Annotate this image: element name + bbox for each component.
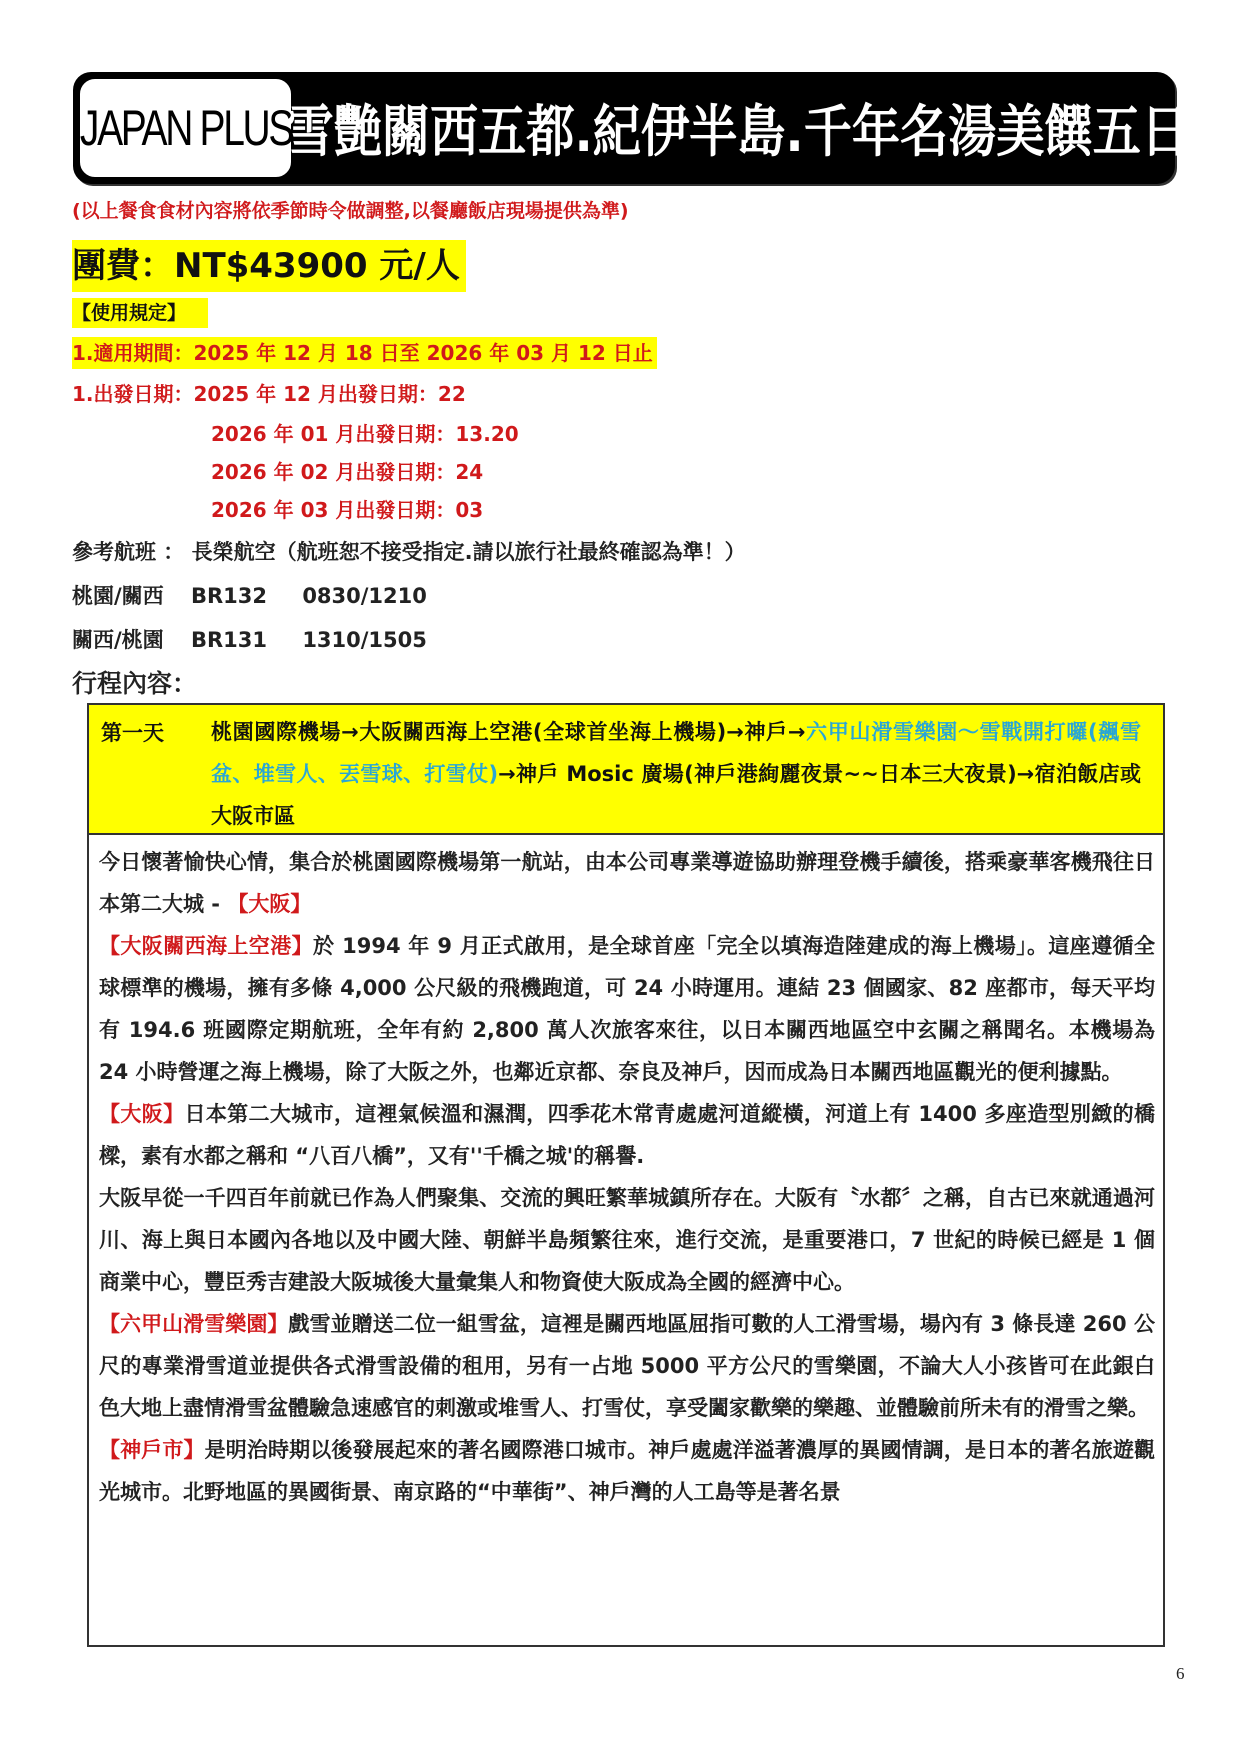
paragraph-text: 日本第二大城市，這裡氣候溫和濕潤，四季花木常青處處河道縱橫，河道上有 1400 多座造型別緻的橋樑，素有水都之稱和 “八百八橋”，又有''千橋之城'的稱譽. bbox=[99, 1102, 1156, 1168]
flight-route: 關西/桃園 bbox=[72, 628, 164, 652]
place-tag: 【大阪】 bbox=[99, 1102, 185, 1126]
place-tag: 【大阪】 bbox=[227, 892, 312, 916]
tour-title: 雪艷關西五都.紀伊半島.千年名湯美饌五日 bbox=[285, 100, 1189, 165]
flight-number: BR131 bbox=[190, 628, 267, 652]
flight-route: 桃園/關西 bbox=[72, 584, 164, 608]
paragraph-text: 於 1994 年 9 月正式啟用，是全球首座「完全以填海造陸建成的海上機場」。這座遵循全球標準的機場，擁有多條 4,000 公尺級的飛機跑道，可 24 小時運用。連結 23 個國家、82 座都市，每天平均有 194.6 班國際定期航班，全年有約 2,800 萬人次旅客來往，以日本關西地區空中玄關之稱聞名。本機場為 24 小時營運之海上機場，除了大阪之外，也鄰近京都、奈良及神戶，因而成為日本關西地區觀光的便利據點。 bbox=[99, 934, 1155, 1084]
departure-line: 2026 年 02 月出發日期：24 bbox=[211, 460, 484, 484]
brand-name: JAPAN PLUS bbox=[79, 100, 292, 156]
place-tag: 【大阪關西海上空港】 bbox=[99, 934, 313, 958]
page-number: 6 bbox=[1176, 1664, 1185, 1683]
meal-note: (以上餐食食材內容將依季節時令做調整,以餐廳飯店現場提供為準) bbox=[72, 200, 629, 222]
day-label: 第一天 bbox=[101, 721, 164, 745]
departure-line: 1.出發日期：2025 年 12 月出發日期：22 bbox=[72, 382, 466, 406]
rules-heading: 【使用規定】 bbox=[72, 298, 208, 328]
departure-line: 2026 年 03 月出發日期：03 bbox=[211, 498, 484, 522]
day1-description bbox=[99, 841, 1155, 1513]
paragraph bbox=[99, 1093, 1155, 1177]
flight-inbound bbox=[72, 624, 427, 654]
valid-period: 1.適用期間：2025 年 12 月 18 日至 2026 年 03 月 12 日止 bbox=[72, 337, 657, 369]
flight-reference: 參考航班 ： 長榮航空（航班恕不接受指定.請以旅行社最終確認為準！） bbox=[72, 540, 746, 564]
flight-time: 0830/1210 bbox=[302, 584, 427, 608]
route-part: →神戶 Mosic 廣場(神戶港絢麗夜景~~日本三大夜景)→宿泊飯店或大阪市區 bbox=[211, 762, 1141, 828]
flight-number: BR132 bbox=[190, 584, 267, 608]
place-tag: 【神戶市】 bbox=[99, 1438, 205, 1462]
place-tag: 【六甲山滑雪樂園】 bbox=[99, 1312, 289, 1336]
tour-price: 團費：NT$43900 元/人 bbox=[72, 240, 466, 292]
day1-header bbox=[89, 705, 1163, 835]
day1-table bbox=[87, 703, 1165, 1647]
paragraph bbox=[99, 925, 1155, 1093]
paragraph-text: 是明治時期以後發展起來的著名國際港口城市。神戶處處洋溢著濃厚的異國情調，是日本的著名旅遊觀光城市。北野地區的異國街景、南京路的“中華街”、神戶灣的人工島等是著名景 bbox=[99, 1438, 1156, 1504]
paragraph bbox=[99, 1303, 1155, 1429]
route-part: 桃園國際機場→大阪關西海上空港(全球首坐海上機場)→神戶→ bbox=[211, 720, 806, 744]
tour-title-container bbox=[285, 76, 1189, 180]
flight-outbound bbox=[72, 580, 427, 610]
paragraph: 大阪早從一千四百年前就已作為人們聚集、交流的興旺繁華城鎮所存在。大阪有〝水都〞之稱，自古已來就通過河川、海上與日本國內各地以及中國大陸、朝鮮半島頻繁往來，進行交流，是重要港口，7 世紀的時候已經是 1 個商業中心，豐臣秀吉建設大阪城後大量彙集人和物資使大阪成為全國的經濟中心。 bbox=[99, 1186, 1155, 1294]
itinerary-heading: 行程內容： bbox=[72, 669, 198, 698]
intro-text: 今日懷著愉快心情，集合於桃園國際機場第一航站，由本公司專業導遊協助辦理登機手續後，搭乘豪華客機飛往日本第二大城 - bbox=[99, 850, 1155, 916]
paragraph-text: 戲雪並贈送二位一組雪盆，這裡是關西地區屈指可數的人工滑雪場，場內有 3 條長達 260 公尺的專業滑雪道並提供各式滑雪設備的租用，另有一占地 5000 平方公尺的雪樂園，不論大人小孩皆可在此銀白色大地上盡情滑雪盆體驗急速感官的刺激或堆雪人、打雪仗，享受闔家歡樂的樂趣、並體驗前所未有的滑雪之樂。 bbox=[99, 1312, 1155, 1420]
day-route bbox=[211, 711, 1141, 837]
departure-line: 2026 年 01 月出發日期：13.20 bbox=[211, 422, 519, 446]
flight-time: 1310/1505 bbox=[302, 628, 427, 652]
route-highlight: 六甲山滑雪樂園～雪戰開打囉(飆雪盆、堆雪人、丟雪球、打雪仗) bbox=[211, 720, 1141, 786]
paragraph bbox=[99, 1429, 1155, 1513]
brand-logo-box bbox=[77, 76, 294, 180]
paragraph bbox=[99, 841, 1155, 925]
